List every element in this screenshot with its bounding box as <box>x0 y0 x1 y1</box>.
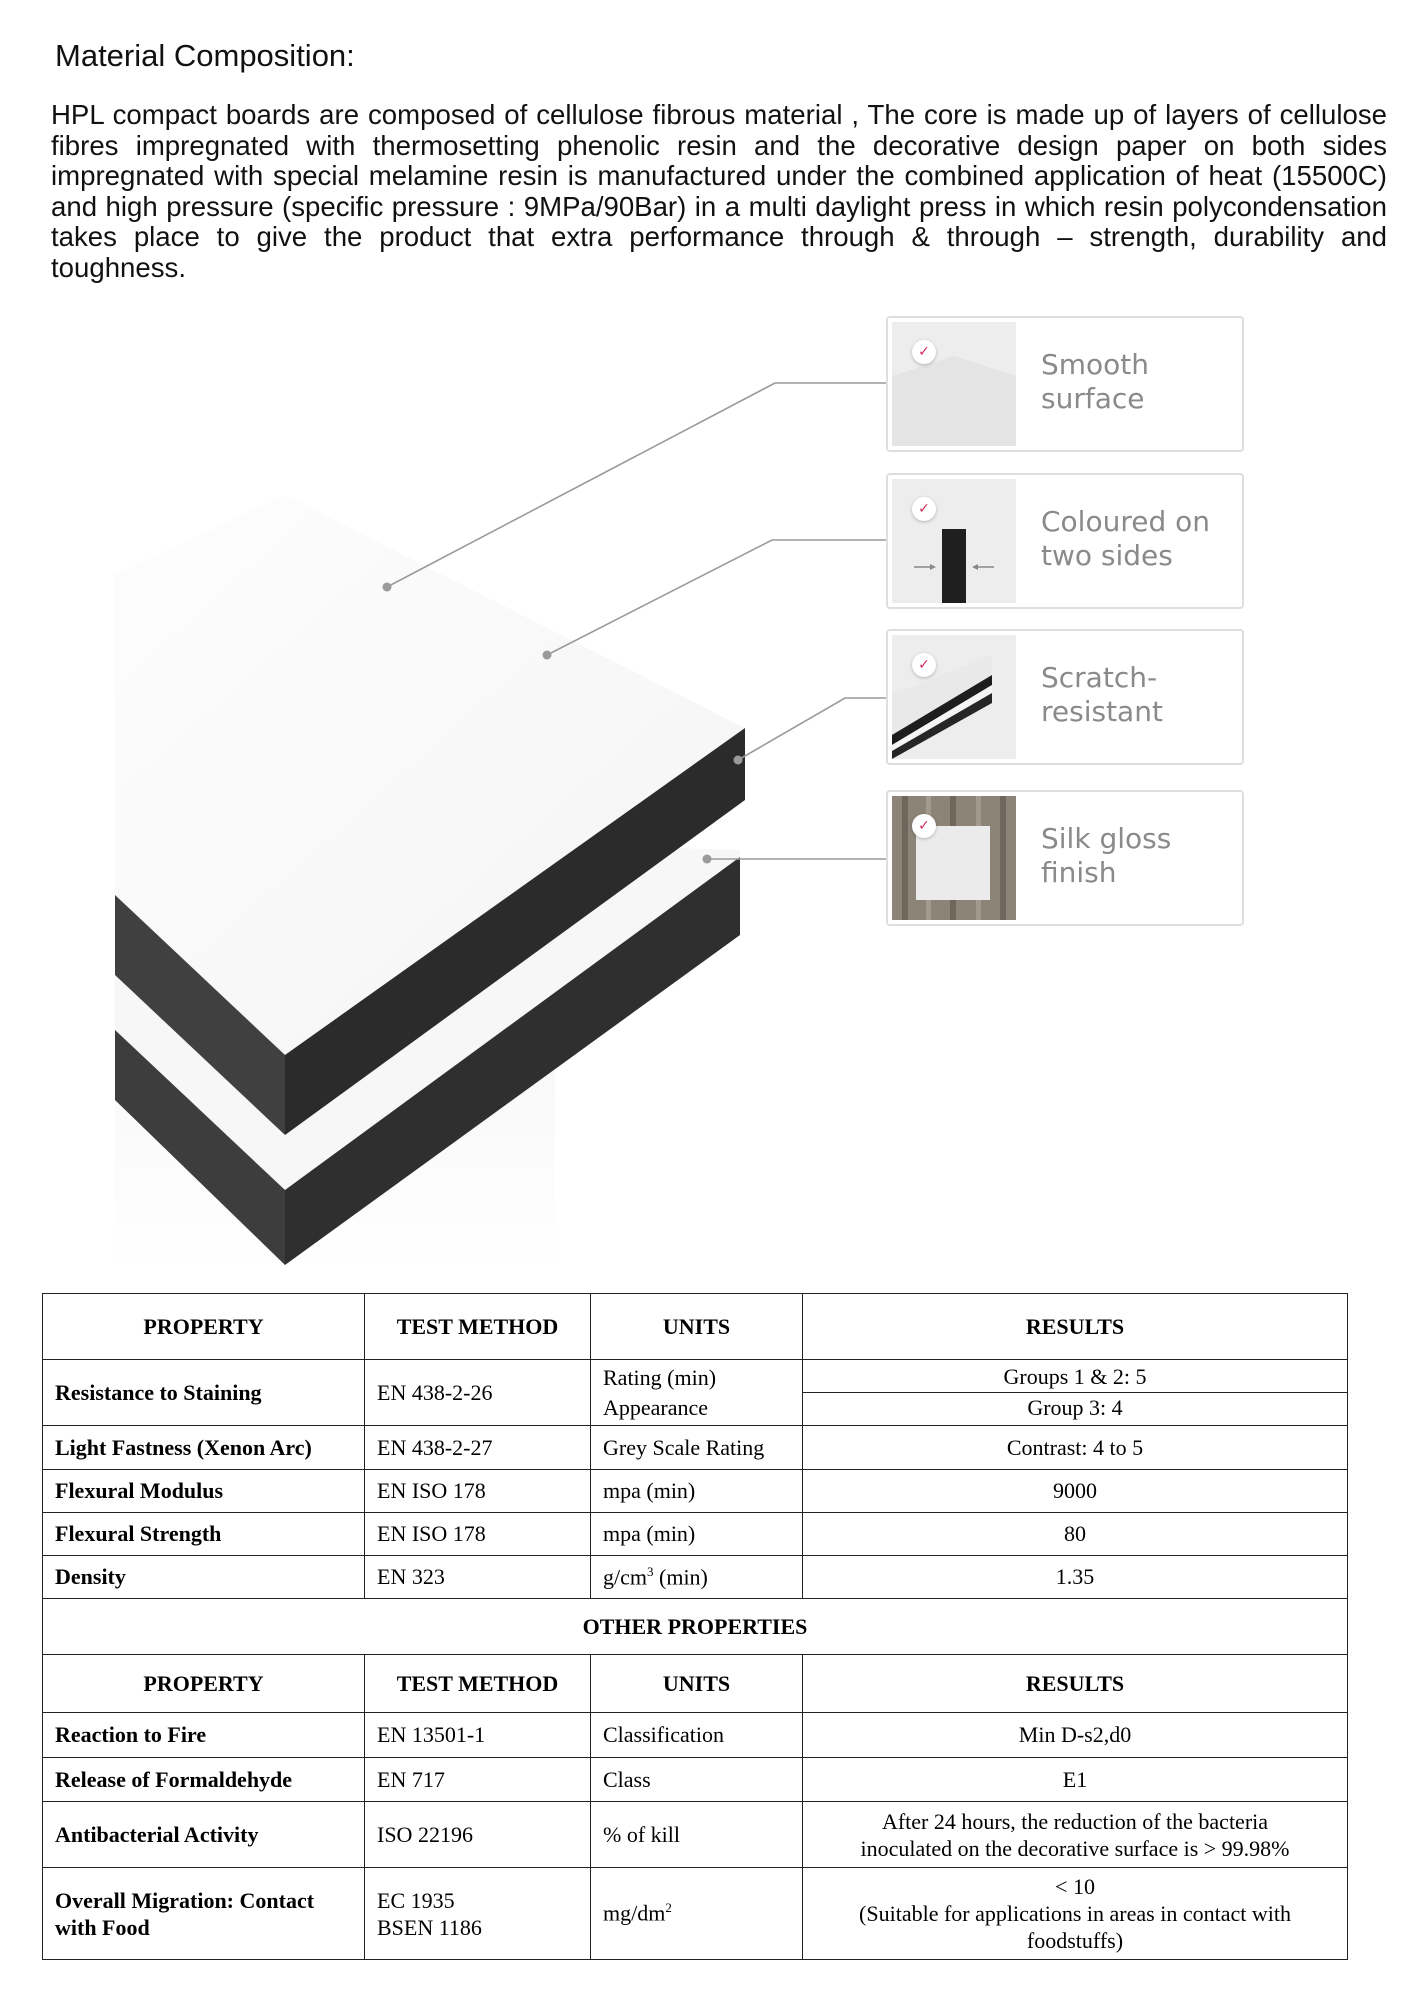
smooth-surface-icon <box>892 322 1016 446</box>
cell-results: 9000 <box>803 1470 1348 1513</box>
cell-method: EN ISO 178 <box>365 1470 591 1513</box>
cell-property: Overall Migration: Contact with Food <box>43 1868 365 1960</box>
cell-property: Light Fastness (Xenon Arc) <box>43 1426 365 1470</box>
cell-method: EN 438-2-27 <box>365 1426 591 1470</box>
cell-method: EN 717 <box>365 1758 591 1802</box>
table-row <box>43 1556 1348 1599</box>
cell-property: Release of Formaldehyde <box>43 1758 365 1802</box>
cell-property: Reaction to Fire <box>43 1713 365 1758</box>
table-row <box>43 1868 1348 1960</box>
cell-units: mpa (min) <box>591 1470 803 1513</box>
table-row <box>43 1713 1348 1758</box>
table-row <box>43 1513 1348 1556</box>
header-test-method: TEST METHOD <box>365 1294 591 1360</box>
leader-dot-3 <box>734 756 743 765</box>
leader-line-2 <box>547 540 886 655</box>
scratch-resistant-icon <box>892 635 1016 759</box>
page-title: Material Composition: <box>55 38 355 73</box>
cell-results: E1 <box>803 1758 1348 1802</box>
cell-units: % of kill <box>591 1802 803 1868</box>
feature-card-smooth-surface <box>886 316 1244 452</box>
table-row <box>43 1426 1348 1470</box>
check-icon: ✓ <box>912 340 936 364</box>
cell-results: Contrast: 4 to 5 <box>803 1426 1348 1470</box>
table-row <box>43 1470 1348 1513</box>
cell-property: Flexural Modulus <box>43 1470 365 1513</box>
table-row <box>43 1360 1348 1426</box>
feature-label: Scratch- resistant <box>1041 661 1163 728</box>
leader-line-1 <box>387 383 886 587</box>
leader-dot-1 <box>383 583 392 592</box>
other-properties-title: OTHER PROPERTIES <box>43 1599 1348 1655</box>
cell-method: EN 438-2-26 <box>365 1360 591 1426</box>
coloured-two-sides-icon <box>892 479 1016 603</box>
leader-dot-2 <box>543 651 552 660</box>
cell-units: $mg/dm^2$ <box>591 1868 803 1960</box>
header-property: PROPERTY <box>43 1655 365 1713</box>
header-results: RESULTS <box>803 1655 1348 1713</box>
feature-card-silk-gloss <box>886 790 1244 926</box>
cell-results: Groups 1 & 2: 5 Group 3: 4 <box>803 1360 1348 1426</box>
feature-card-scratch-resistant <box>886 629 1244 765</box>
check-icon: ✓ <box>912 653 936 677</box>
header-results: RESULTS <box>803 1294 1348 1360</box>
table-row <box>43 1758 1348 1802</box>
cell-method: ISO 22196 <box>365 1802 591 1868</box>
cell-property: Antibacterial Activity <box>43 1802 365 1868</box>
header-test-method: TEST METHOD <box>365 1655 591 1713</box>
leader-line-3 <box>738 698 886 760</box>
cell-results: 80 <box>803 1513 1348 1556</box>
cell-property: Density <box>43 1556 365 1599</box>
section-title-row <box>43 1599 1348 1655</box>
feature-label: Silk gloss finish <box>1041 822 1172 889</box>
cell-results: Min D-s2,d0 <box>803 1713 1348 1758</box>
cell-method: EN ISO 178 <box>365 1513 591 1556</box>
cell-units: $g/cm^3$ (min) <box>591 1556 803 1599</box>
header-units: UNITS <box>591 1655 803 1713</box>
cell-units: Rating (min) Appearance <box>591 1360 803 1426</box>
cell-units: mpa (min) <box>591 1513 803 1556</box>
cell-results: 1.35 <box>803 1556 1348 1599</box>
feature-card-coloured-two-sides <box>886 473 1244 609</box>
feature-label: Coloured on two sides <box>1041 505 1211 572</box>
cell-results: After 24 hours, the reduction of the bacteria inoculated on the decorative surface is > 99.98% <box>803 1802 1348 1868</box>
silk-gloss-icon <box>892 796 1016 920</box>
properties-table <box>42 1293 1348 1960</box>
cell-units: Class <box>591 1758 803 1802</box>
table-header-row <box>43 1294 1348 1360</box>
intro-paragraph: HPL compact boards are composed of cellulose fibrous material , The core is made up of layers of cellulose fibres impregnated with thermosetting phenolic resin and the decorative design paper on both sides impregnated with special melamine resin is manufactured under the combined application of heat (15500C) and high pressure (specific pressure : 9MPa/90Bar) in a multi daylight press in which resin polycondensation takes place to give the product that extra performance through & through – strength, durability and toughness. <box>51 99 1387 283</box>
table-row <box>43 1802 1348 1868</box>
leader-dot-4 <box>703 855 712 864</box>
cell-results: < 10 (Suitable for applications in areas in contact with foodstuffs) <box>803 1868 1348 1960</box>
cell-method: EN 323 <box>365 1556 591 1599</box>
cell-method: EC 1935 BSEN 1186 <box>365 1868 591 1960</box>
check-icon: ✓ <box>912 497 936 521</box>
table-header-row <box>43 1655 1348 1713</box>
cell-units: Classification <box>591 1713 803 1758</box>
cell-property: Resistance to Staining <box>43 1360 365 1426</box>
header-units: UNITS <box>591 1294 803 1360</box>
feature-label: Smooth surface <box>1041 348 1150 415</box>
cell-units: Grey Scale Rating <box>591 1426 803 1470</box>
header-property: PROPERTY <box>43 1294 365 1360</box>
cell-method: EN 13501-1 <box>365 1713 591 1758</box>
check-icon: ✓ <box>912 814 936 838</box>
cell-property: Flexural Strength <box>43 1513 365 1556</box>
